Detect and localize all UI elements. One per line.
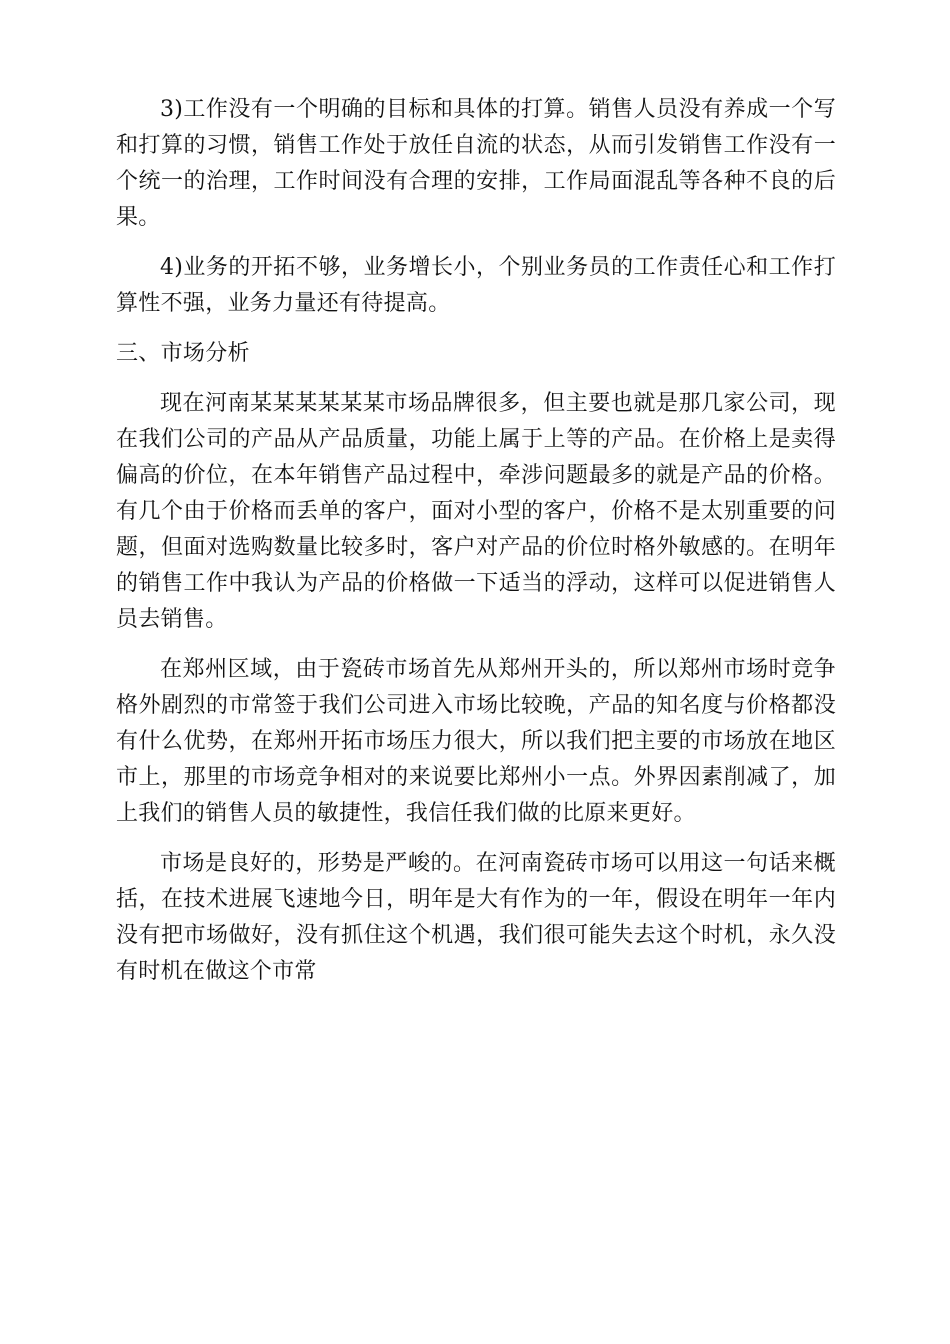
document-body — [116, 92, 836, 1004]
section-heading-market-analysis: 三、市场分析 — [116, 341, 250, 366]
paragraph-market-brands: 现在河南某某某某某某市场品牌很多，但主要也就是那几家公司，现在我们公司的产品从产品质量，功能上属于上等的产品。在价格上是卖得偏高的价位，在本年销售产品过程中，牵涉问题最多的就是产品的价格。有几个由于价格而丢单的客户，面对小型的客户，价格不是太别重要的问题，但面对选购数量比较多时，客户对产品的价位时格外敏感的。在明年的销售工作中我认为产品的价格做一下适当的浮动，这样可以促进销售人员去销售。 — [116, 391, 836, 632]
paragraph-point-3: 3)工作没有一个明确的目标和具体的打算。销售人员没有养成一个写和打算的习惯，销售工作处于放任自流的状态，从而引发销售工作没有一个统一的治理，工作时间没有合理的安排，工作局面混乱等各种不良的后果。 — [116, 97, 836, 230]
paragraph-zhengzhou-region: 在郑州区域，由于瓷砖市场首先从郑州开头的，所以郑州市场时竞争格外剧烈的市常签于我们公司进入市场比较晚，产品的知名度与价格都没有什么优势，在郑州开拓市场压力很大，所以我们把主要的市场放在地区市上，那里的市场竞争相对的来说要比郑州小一点。外界因素削减了，加上我们的销售人员的敏捷性，我信任我们做的比原来更好。 — [116, 657, 836, 826]
paragraph-point-4: 4)业务的开拓不够，业务增长小，个别业务员的工作责任心和工作打算性不强，业务力量还有待提高。 — [116, 255, 836, 316]
paragraph-market-outlook: 市场是良好的，形势是严峻的。在河南瓷砖市场可以用这一句话来概括，在技术进展飞速地今日，明年是大有作为的一年，假设在明年一年内没有把市场做好，没有抓住这个机遇，我们很可能失去这个时机，永久没有时机在做这个市常 — [116, 851, 836, 984]
